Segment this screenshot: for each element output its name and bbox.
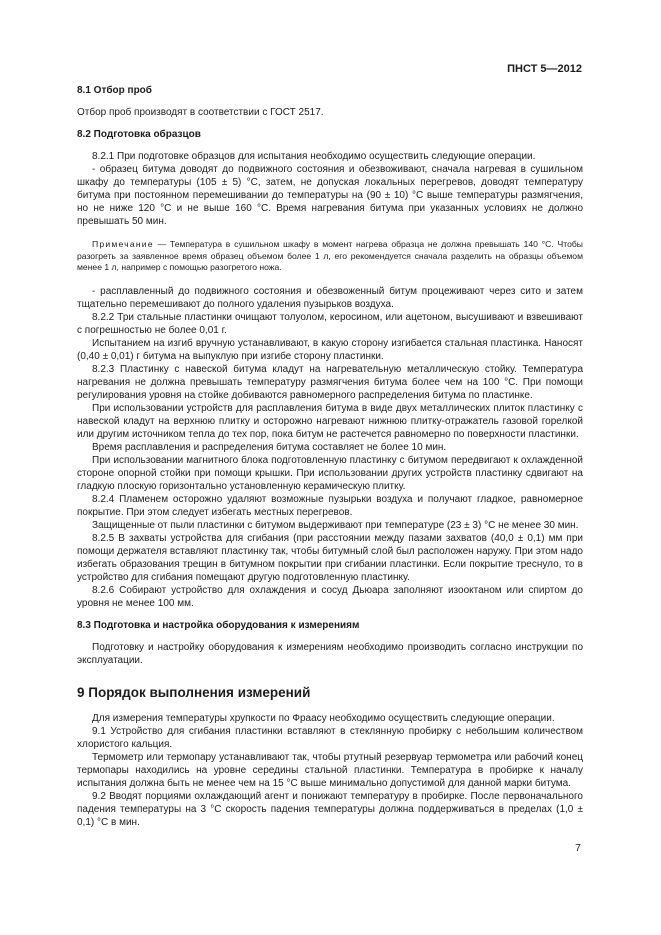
- paragraph-9-1: 9.1 Устройство для сгибания пластинки вставляют в стеклянную пробирку с небольшим количеством хлористого кальция.: [77, 725, 583, 750]
- paragraph: Время расплавления и распределения битума составляет не более 10 мин.: [92, 441, 447, 453]
- paragraph: Термометр или термопару устанавливают так, чтобы ртутный резервуар термометра или рабочий конец термопары находились на уровне середины стальной пластинки. Температура в пробирке к началу испытания должна быть не менее чем на 15 °С выше минимально допустимой для данной марки битума.: [77, 751, 583, 789]
- document-code: ПНСТ 5—2012: [507, 63, 582, 75]
- page-content: [77, 84, 583, 829]
- section-8-1-heading: 8.1 Отбор проб: [77, 85, 152, 96]
- paragraph: Испытанием на изгиб вручную устанавливают, в какую сторону изгибается стальная пластинка. Наносят (0,40 ± 0,01) г битума на выпуклую при изгибе сторону пластинки.: [77, 337, 583, 362]
- section-8-2-heading: 8.2 Подготовка образцов: [77, 129, 201, 140]
- note: [77, 239, 583, 274]
- bullet-item: - расплавленный до подвижного состояния и обезвоженный битум процеживают через сито и затем тщательно перемешивают до полного удаления пузырьков воздуха.: [77, 285, 583, 310]
- paragraph-8-2-1: 8.2.1 При подготовке образцов для испытания необходимо осуществить следующие операции.: [92, 151, 536, 162]
- paragraph: Отбор проб производят в соответствии с ГОСТ 2517.: [77, 107, 324, 118]
- note-text: — Температура в сушильном шкафу в момент нагрева образца не должна превышать 140 °С. Чтобы разогреть за заявленное время образец объемом более 1 л, его рекомендуется сначала разделить на образцы объемом менее 1 л, например с помощью разогретого ножа.: [77, 239, 583, 273]
- paragraph-8-2-4: 8.2.4 Пламенем осторожно удаляют возможные пузырьки воздуха и получают гладкое, равномерное покрытие. При этом следует избегать местных перегревов.: [77, 493, 583, 518]
- paragraph: При использовании устройств для расплавления битума в виде двух металлических плиток пластинку с навеской кладут на верхнюю плитку и осторожно нагревают нижнюю плитку-отражатель газовой горелкой или другим источником тепла до тех пор, пока битум не растечется равномерно по поверхности пластинки.: [77, 402, 583, 440]
- paragraph: Для измерения температуры хрупкости по Фраасу необходимо осуществить следующие операции.: [92, 712, 555, 724]
- paragraph-8-2-3: 8.2.3 Пластинку с навеской битума кладут на нагревательную металлическую стойку. Температура нагревания не должна превышать температуру размягчения битума более чем на 100 °С. При помощи регулирования уровня на стойке добиваются равномерного распределения битума по пластинке.: [77, 363, 583, 401]
- section-8-3-heading: 8.3 Подготовка и настройка оборудования к измерениям: [77, 619, 360, 631]
- paragraph: Защищенные от пыли пластинки с битумом выдерживают при температуре (23 ± 3) °С не менее 30 мин.: [92, 519, 579, 531]
- bullet-item: - образец битума доводят до подвижного состояния и обезвоживают, сначала нагревая в сушильном шкафу до температуры (105 ± 5) °С, затем, не допуская локальных перегревов, доводят температуру битума при постоянном перемешивании до температуры на (90 ± 10) °С выше температуры размягчения, но не ниже 120 °С и не выше 160 °С. Время нагревания битума при указанных условиях не должно превышать 50 мин.: [77, 164, 583, 227]
- section-9-heading: 9 Порядок выполнения измерений: [77, 684, 311, 700]
- page-number: 7: [575, 842, 581, 854]
- paragraph-8-2-5: 8.2.5 В захваты устройства для сгибания (при расстоянии между пазами захватов (40,0 ± 0,1) мм при помощи держателя вставляют пластинку так, чтобы битумный слой был расположен наружу. При этом надо избегать образования трещин в битумном покрытии при сгибании пластинки. Если покрытие треснуло, то в устройство для сгибания помещают другую подготовленную пластинку.: [77, 532, 583, 583]
- paragraph-8-2-6: 8.2.6 Собирают устройство для охлаждения и сосуд Дьюара заполняют изооктаном или спиртом до уровня не менее 100 мм.: [77, 584, 583, 609]
- paragraph-9-2: 9.2 Вводят порциями охлаждающий агент и понижают температуру в пробирке. После первоначального падения температуры на 3 °С скорость падения температуры должна поддерживаться в пределах (1,0 ± 0,1) °С в мин.: [77, 790, 583, 828]
- paragraph-8-2-2: 8.2.2 Три стальные пластинки очищают толуолом, керосином, или ацетоном, высушивают и взвешивают с погрешностью не более 0,01 г.: [77, 311, 583, 336]
- paragraph: Подготовку и настройку оборудования к измерениям необходимо производить согласно инструкции по эксплуатации.: [77, 641, 583, 666]
- paragraph: При использовании магнитного блока подготовленную пластинку с битумом передвигают к охлажденной стороне опорной стойки при помощи крышки. При использовании других устройств пластинку сдвигают на гладкую плоскую горизонтально установленную керамическую плитку.: [77, 454, 583, 492]
- note-label: Примечание: [92, 239, 154, 249]
